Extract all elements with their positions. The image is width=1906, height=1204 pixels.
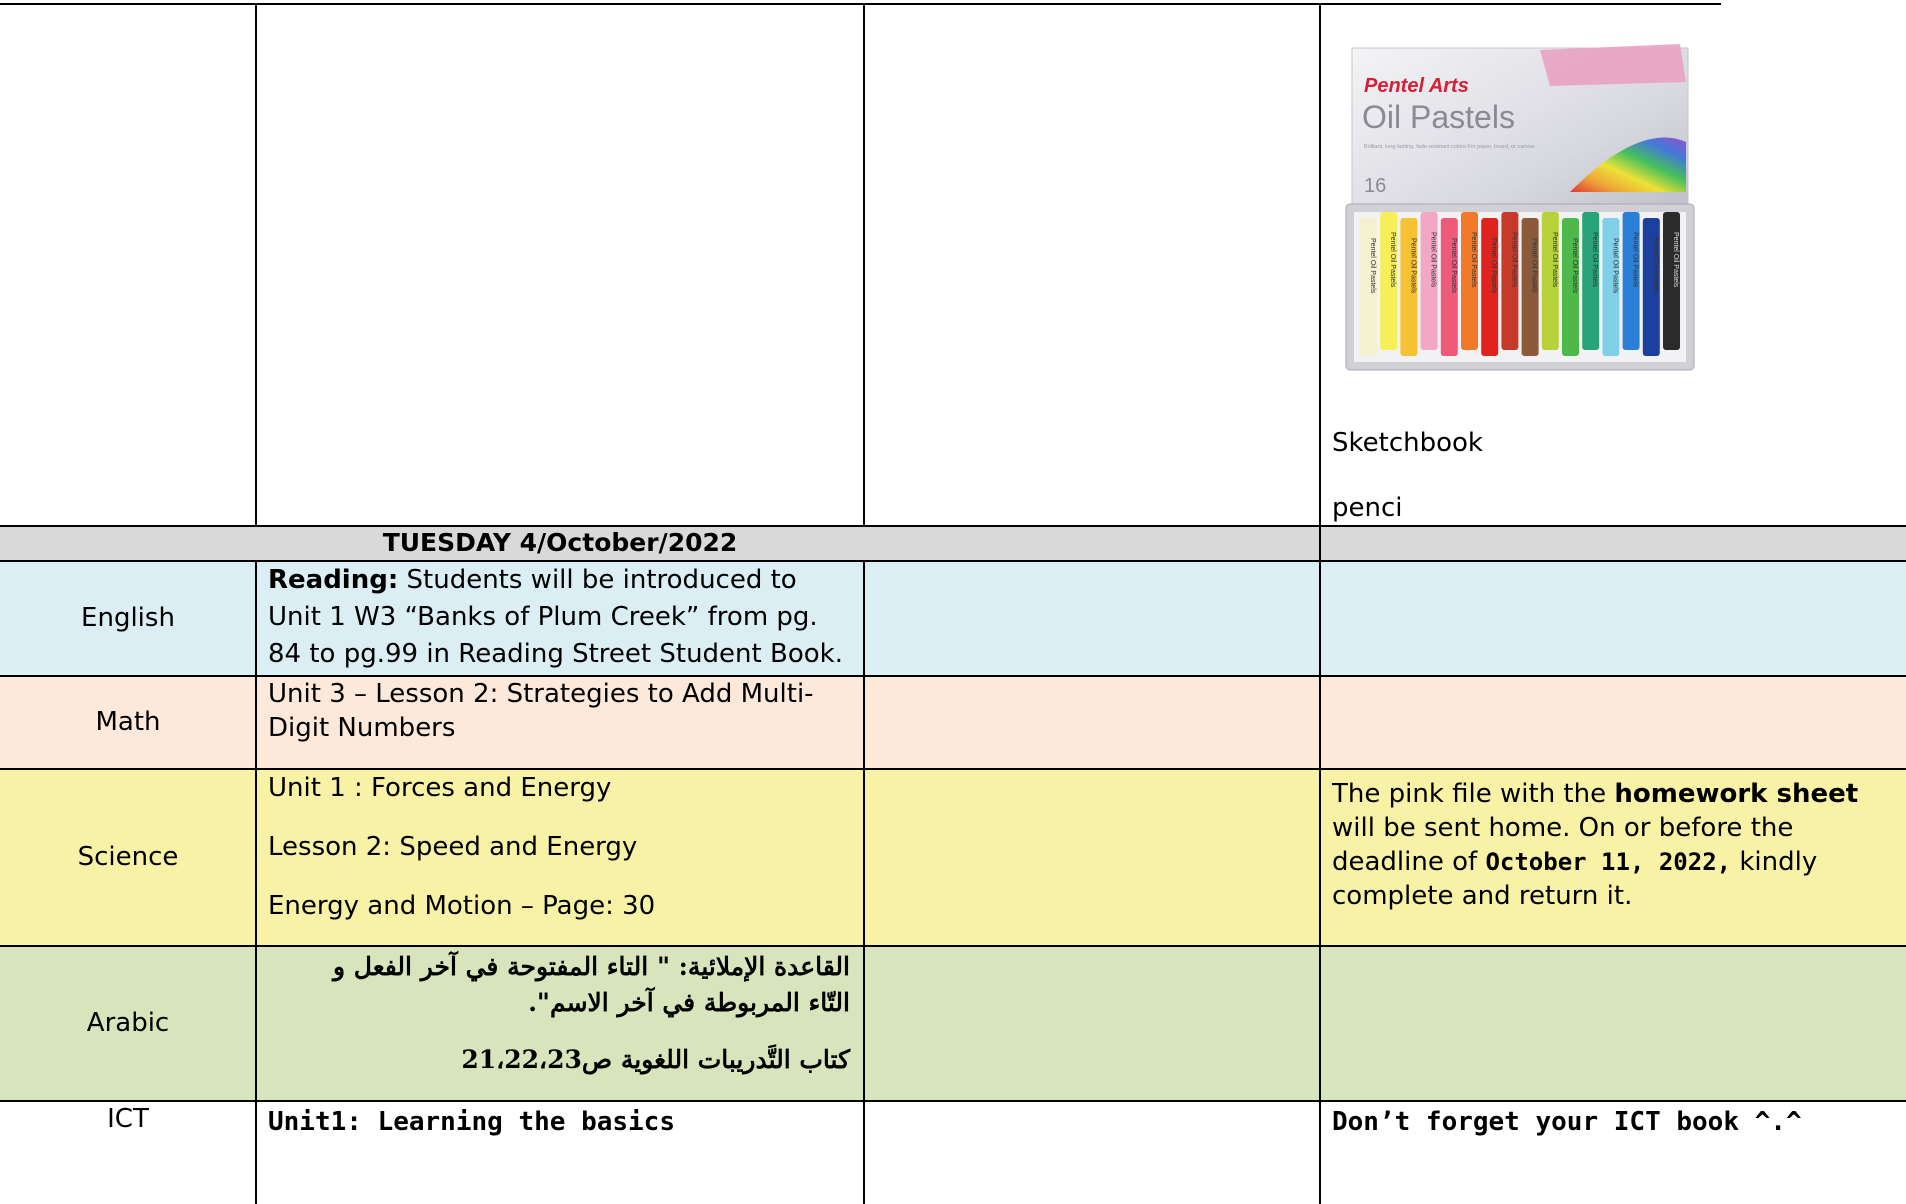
oil-pastels-image <box>1340 42 1700 372</box>
science-lesson-title: Lesson 2: Speed and Energy <box>268 832 638 862</box>
science-lesson-page: Energy and Motion – Page: 30 <box>268 891 656 921</box>
ict-lesson: Unit1: Learning the basics <box>268 1107 675 1137</box>
pastel-stick-label: Pentel Oil Pastels <box>1429 232 1437 288</box>
supplies-item-pencil: penci <box>1332 493 1403 523</box>
row-divider-6 <box>0 1100 1906 1102</box>
table-border-top <box>0 3 1721 5</box>
science-lesson-unit: Unit 1 : Forces and Energy <box>268 773 612 803</box>
pastel-stick-label: Pentel Oil Pastels <box>1409 238 1417 294</box>
column-divider-1 <box>255 3 257 525</box>
pastel-stick-label: Pentel Oil Pastels <box>1510 232 1518 288</box>
row-divider-2 <box>0 560 1906 562</box>
pastel-stick-label: Pentel Oil Pastels <box>1672 232 1679 288</box>
english-lesson-lead: Reading: <box>268 565 399 595</box>
oil-pastels-count: 16 <box>1364 175 1387 197</box>
arabic-lesson-rule: القاعدة الإملائية: " التاء المفتوحة في آخر الفعل و التّاء المربوطة في آخر الاسم". <box>333 952 850 1017</box>
column-divider-2b <box>863 560 865 1204</box>
row-divider-4 <box>0 768 1906 770</box>
subject-science: Science <box>77 841 179 872</box>
math-lesson: Unit 3 – Lesson 2: Strategies to Add Multi-Digit Numbers <box>268 679 814 743</box>
pastel-stick-label: Pentel Oil Pastels <box>1591 232 1599 288</box>
ict-note: Don’t forget your ICT book ^.^ <box>1332 1107 1802 1137</box>
column-divider-2 <box>863 3 865 525</box>
pastel-stick-label: Pentel Oil Pastels <box>1490 238 1498 294</box>
arabic-lesson-book: كتاب التَّدريبات اللغوية ص21،22،23 <box>461 1045 850 1074</box>
column-divider-3 <box>1319 3 1321 1204</box>
supplies-item-sketchbook: Sketchbook <box>1332 428 1483 458</box>
subject-english: English <box>81 602 175 633</box>
english-lesson <box>256 560 864 675</box>
pastel-stick-label: Pentel Oil Pastels <box>1369 238 1376 294</box>
column-divider-1b <box>255 560 257 1204</box>
science-note-text-1: The pink file with the <box>1332 779 1615 809</box>
pastel-stick-label: Pentel Oil Pastels <box>1530 238 1538 294</box>
pastel-stick-label: Pentel Oil Pastels <box>1389 232 1397 288</box>
row-divider-1 <box>0 525 1906 527</box>
oil-pastels-brand: Pentel Arts <box>1364 75 1469 97</box>
pastel-stick-label: Pentel Oil Pastels <box>1631 232 1639 288</box>
subject-arabic: Arabic <box>86 1007 170 1038</box>
oil-pastels-tagline: Brilliant, long-lasting, fade-resistant colors For paper, board, or canvas <box>1364 144 1535 150</box>
science-note-text-2: will be sent home. On or before the deadline of <box>1332 813 1794 877</box>
pastel-stick-label: Pentel Oil Pastels <box>1571 238 1578 294</box>
pastel-stick-label: Pentel Oil Pastels <box>1611 238 1619 294</box>
pastel-stick-label: Pentel Oil Pastels <box>1449 238 1457 294</box>
science-note-homework-sheet: homework sheet <box>1614 779 1859 809</box>
science-homework-note <box>1320 775 1906 940</box>
subject-math: Math <box>95 706 161 737</box>
science-note-text-3: kindly complete and return it. <box>1332 847 1818 911</box>
pastel-stick-label: Pentel Oil Pastels <box>1651 238 1659 294</box>
english-lesson-text: Students will be introduced to Unit 1 W3 “Banks of Plum Creek” from pg. 84 to pg.99 in Reading Street Student Book. <box>268 565 843 669</box>
day-header-title: TUESDAY 4/October/2022 <box>382 528 738 557</box>
row-divider-3 <box>0 675 1906 677</box>
pastel-stick-label: Pentel Oil Pastels <box>1470 232 1477 288</box>
pastel-stick-label: Pentel Oil Pastels <box>1550 232 1558 288</box>
science-note-deadline: October 11, 2022, <box>1485 848 1732 876</box>
oil-pastels-title: Oil Pastels <box>1362 99 1515 135</box>
row-divider-5 <box>0 945 1906 947</box>
subject-ict: ICT <box>107 1104 149 1134</box>
